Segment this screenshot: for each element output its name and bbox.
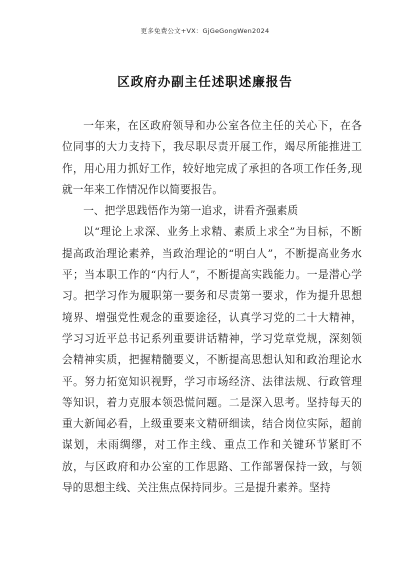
paragraph-intro: 一年来，在区政府领导和办公室各位主任的关心下，在各位同事的大力支持下，我尽职尽责开展工作，竭尽所能推进工作，用心用力抓好工作，较好地完成了承担的各项工作任务,现就一年来工作情况作以简要报告。 bbox=[62, 120, 362, 196]
document-title: 区政府办副主任述职述廉报告 bbox=[117, 74, 293, 89]
section-heading: 一、把学思践悟作为第一追求，讲看齐强素质 bbox=[83, 205, 299, 218]
header-note: 更多免费公文+VX：GjGeGongWen2024 bbox=[140, 27, 270, 35]
paragraph-section-1: 以“理论上求深、业务上求精、素质上求全”为目标，不断提高政治理论素养，当政治理论的“明白人”，不断提高业务水平；当本职工作的“内行人”，不断提高实践能力。一是潜心学习。把学习作为履职第一要务和尽责第一要求，作为提升思想境界、增强党性观念的重要途径，认真学习党的二十大精神，学习习近平总书记系列重要讲话精神，学习党章党规，深刻领会精神实质，把握精髓要义，不断提高思想认知和政治理论水平。努力拓宽知识视野，学习市场经济、法律法规、行政管理等知识，着力克服本领恐慌问题。二是深入思考。坚持每天的重大新闻必看，上级重要来文精研细读，结合岗位实际，超前谋划，未雨绸缪，对工作主线、重点工作和关键环节紧盯不放，与区政府和办公室的工作思路、工作部署保持一致，与领导的思想主线、关注焦点保持同步。三是提升素养。坚持 bbox=[62, 226, 362, 495]
document-body bbox=[62, 116, 362, 499]
